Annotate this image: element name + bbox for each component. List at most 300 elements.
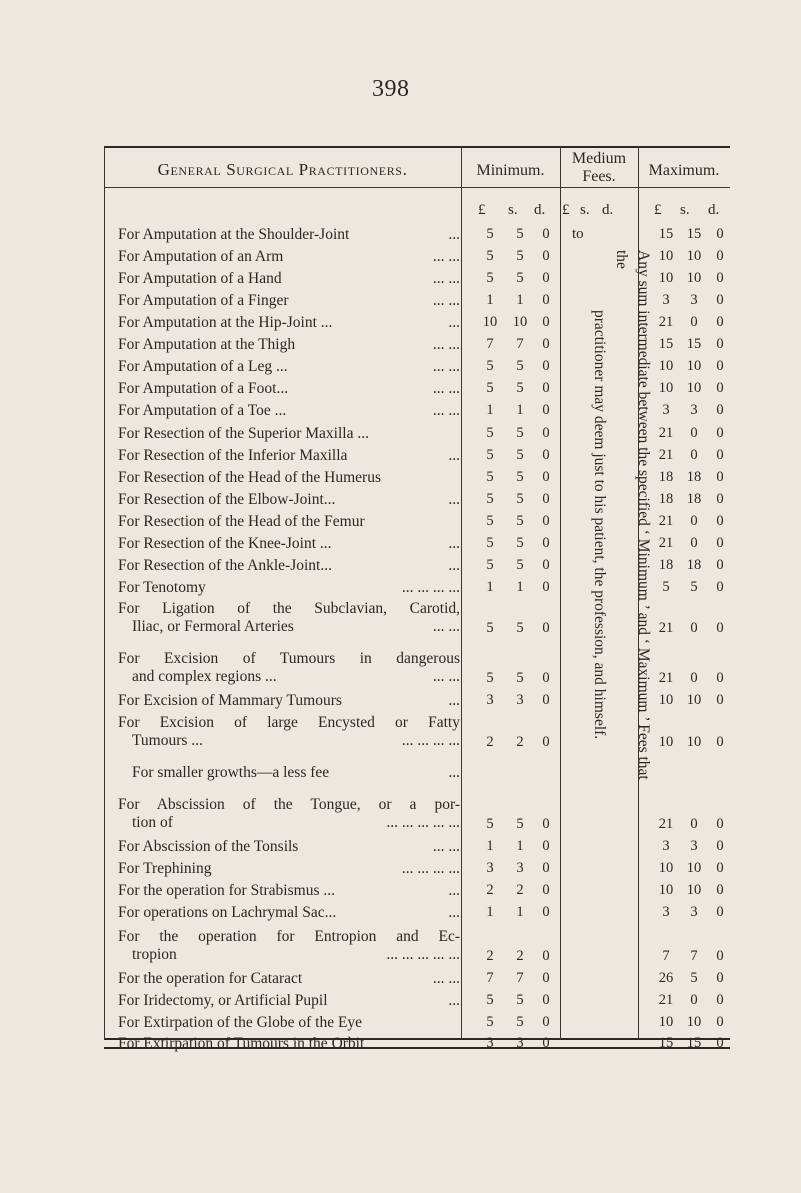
fee-row — [118, 270, 460, 288]
minimum-fee-pence: 0 — [542, 948, 550, 964]
maximum-fee-pence: 0 — [716, 447, 724, 463]
row-label-text: For Abscission of the Tonsils — [118, 838, 299, 855]
minimum-fee-shillings: 5 — [516, 1014, 524, 1030]
medium-fee-note-line1: Any sum intermediate between the specified ‘ Minimum ’ and ‘ Maximum ’ Fees that the — [613, 250, 652, 780]
minimum-fee-pounds: 1 — [486, 838, 494, 854]
fee-row — [118, 860, 460, 878]
maximum-fee-shillings: 10 — [686, 248, 702, 264]
maximum-fee-pounds: 5 — [662, 579, 670, 595]
maximum-fee-shillings: 0 — [690, 513, 698, 529]
minimum-fee-pounds: 5 — [486, 670, 494, 686]
minimum-fee-pence: 0 — [542, 491, 550, 507]
minimum-fee-pence: 0 — [542, 579, 550, 595]
minimum-fee-shillings: 5 — [516, 425, 524, 441]
maximum-fee-pounds: 3 — [662, 904, 670, 920]
unit-pence-medium: d. — [602, 202, 614, 218]
row-label-text: For Amputation at the Hip-Joint ... — [118, 314, 333, 331]
maximum-fee-pence: 0 — [716, 358, 724, 374]
minimum-fee-pounds: 5 — [486, 469, 494, 485]
maximum-fee-pounds: 3 — [662, 838, 670, 854]
unit-pound-medium: £ — [562, 202, 570, 218]
row-label-text: For Extirpation of the Globe of the Eye — [118, 1014, 363, 1031]
minimum-fee-shillings: 5 — [516, 226, 524, 242]
leader-dots: ... ... — [432, 336, 460, 353]
row-label-text: For Amputation at the Thigh — [118, 336, 296, 353]
row-label-text: For the operation for Cataract — [118, 970, 303, 987]
maximum-fee-shillings: 18 — [686, 491, 702, 507]
maximum-fee-pence: 0 — [716, 491, 724, 507]
fee-row — [118, 650, 460, 686]
row-label-text: For Amputation of a Hand — [118, 270, 282, 287]
minimum-fee-pence: 0 — [542, 692, 550, 708]
maximum-fee-shillings: 3 — [690, 838, 698, 854]
minimum-fee-pence: 0 — [542, 838, 550, 854]
minimum-fee-shillings: 5 — [516, 992, 524, 1008]
minimum-fee-pence: 0 — [542, 882, 550, 898]
fee-row — [118, 336, 460, 354]
minimum-fee-pounds: 2 — [486, 948, 494, 964]
maximum-fee-pence: 0 — [716, 948, 724, 964]
row-label-text: For Trephining — [118, 860, 212, 877]
maximum-fee-shillings: 15 — [686, 226, 702, 242]
maximum-fee-pence: 0 — [716, 469, 724, 485]
maximum-fee-pounds: 15 — [658, 1035, 674, 1051]
maximum-fee-pence: 0 — [716, 513, 724, 529]
maximum-fee-pence: 0 — [716, 292, 724, 308]
medium-fee-to: to — [572, 226, 584, 242]
maximum-fee-pounds: 21 — [658, 992, 674, 1008]
maximum-fee-pounds: 10 — [658, 1014, 674, 1030]
minimum-fee-pounds: 5 — [486, 491, 494, 507]
minimum-fee-shillings: 5 — [516, 513, 524, 529]
maximum-fee-pence: 0 — [716, 402, 724, 418]
maximum-fee-pence: 0 — [716, 1035, 724, 1051]
leader-dots: ... — [448, 226, 460, 243]
minimum-fee-pence: 0 — [542, 226, 550, 242]
maximum-fee-shillings: 15 — [686, 336, 702, 352]
minimum-fee-pence: 0 — [542, 314, 550, 330]
leader-dots: ... — [448, 992, 460, 1009]
leader-dots: ... — [448, 692, 460, 709]
maximum-fee-shillings: 15 — [686, 1035, 702, 1051]
leader-dots: ... ... — [432, 618, 460, 635]
leader-dots: ... — [448, 882, 460, 899]
leader-dots: ... — [448, 491, 460, 508]
row-label-line2: tropion — [132, 946, 177, 963]
minimum-fee-shillings: 1 — [516, 579, 524, 595]
fee-row — [118, 292, 460, 310]
minimum-fee-pence: 0 — [542, 970, 550, 986]
maximum-fee-pounds: 21 — [658, 425, 674, 441]
minimum-fee-shillings: 5 — [516, 358, 524, 374]
minimum-fee-pounds: 1 — [486, 579, 494, 595]
maximum-fee-shillings: 0 — [690, 314, 698, 330]
fee-row — [118, 380, 460, 398]
maximum-fee-pence: 0 — [716, 380, 724, 396]
leader-dots: ... — [448, 904, 460, 921]
maximum-fee-pounds: 10 — [658, 860, 674, 876]
fee-row — [118, 600, 460, 636]
minimum-fee-pounds: 7 — [486, 336, 494, 352]
maximum-fee-pounds: 7 — [662, 948, 670, 964]
maximum-fee-pence: 0 — [716, 270, 724, 286]
row-label-text: For Amputation of a Toe ... — [118, 402, 287, 419]
row-label-text: For Amputation of an Arm — [118, 248, 284, 265]
maximum-fee-pence: 0 — [716, 535, 724, 551]
row-label-line2: Iliac, or Fermoral Arteries — [132, 618, 294, 635]
maximum-fee-shillings: 10 — [686, 734, 702, 750]
minimum-fee-pounds: 2 — [486, 734, 494, 750]
fee-row — [118, 692, 460, 710]
minimum-fee-pounds: 5 — [486, 992, 494, 1008]
minimum-fee-shillings: 5 — [516, 469, 524, 485]
minimum-fee-pence: 0 — [542, 816, 550, 832]
maximum-fee-pence: 0 — [716, 557, 724, 573]
maximum-fee-shillings: 10 — [686, 1014, 702, 1030]
leader-dots: ... ... — [432, 402, 460, 419]
leader-dots: ... ... — [432, 970, 460, 987]
leader-dots: ... ... — [432, 668, 460, 685]
leader-dots: ... ... ... ... — [401, 732, 460, 749]
row-label-text: For Excision of Mammary Tumours — [118, 692, 342, 709]
minimum-fee-pence: 0 — [542, 734, 550, 750]
maximum-fee-pence: 0 — [716, 1014, 724, 1030]
column-divider-medium — [560, 146, 561, 1040]
minimum-fee-pounds: 3 — [486, 860, 494, 876]
minimum-fee-pounds: 10 — [482, 314, 498, 330]
minimum-fee-pounds: 5 — [486, 816, 494, 832]
row-label-text: For Amputation at the Shoulder-Joint — [118, 226, 350, 243]
row-label-text: For Amputation of a Finger — [118, 292, 289, 309]
minimum-fee-pounds: 5 — [486, 1014, 494, 1030]
row-label-line2: Tumours ... — [132, 732, 203, 749]
minimum-fee-pence: 0 — [542, 904, 550, 920]
maximum-fee-shillings: 0 — [690, 425, 698, 441]
minimum-fee-pence: 0 — [542, 358, 550, 374]
leader-dots: ... ... — [432, 270, 460, 287]
fee-row — [118, 714, 460, 750]
maximum-fee-shillings: 10 — [686, 270, 702, 286]
leader-dots: ... ... — [432, 248, 460, 265]
leader-dots: ... — [448, 764, 460, 781]
row-label-text: For Tenotomy — [118, 579, 206, 596]
minimum-fee-pounds: 5 — [486, 620, 494, 636]
fee-row — [118, 992, 460, 1010]
minimum-fee-shillings: 5 — [516, 620, 524, 636]
fee-row — [118, 579, 460, 597]
unit-pence-maximum: d. — [708, 202, 720, 218]
fee-row — [118, 425, 460, 443]
minimum-fee-shillings: 5 — [516, 380, 524, 396]
fee-row — [118, 447, 460, 465]
maximum-fee-shillings: 0 — [690, 620, 698, 636]
row-label-text: For Resection of the Head of the Femur — [118, 513, 365, 530]
minimum-fee-pounds: 5 — [486, 425, 494, 441]
maximum-fee-pence: 0 — [716, 579, 724, 595]
minimum-fee-pence: 0 — [542, 992, 550, 1008]
maximum-fee-pence: 0 — [716, 692, 724, 708]
leader-dots: ... — [448, 535, 460, 552]
minimum-fee-shillings: 2 — [516, 948, 524, 964]
minimum-fee-shillings: 5 — [516, 447, 524, 463]
maximum-fee-pence: 0 — [716, 970, 724, 986]
unit-shilling-maximum: s. — [680, 202, 690, 218]
minimum-fee-pence: 0 — [542, 270, 550, 286]
fee-row — [118, 796, 460, 832]
fee-row — [118, 928, 460, 964]
maximum-fee-pounds: 10 — [658, 692, 674, 708]
row-label-line2: and complex regions ... — [132, 668, 277, 685]
fee-row — [118, 557, 460, 575]
maximum-fee-pence: 0 — [716, 425, 724, 441]
minimum-fee-pounds: 5 — [486, 248, 494, 264]
maximum-fee-pounds: 21 — [658, 620, 674, 636]
maximum-fee-pence: 0 — [716, 670, 724, 686]
row-label-text: For Amputation of a Foot... — [118, 380, 289, 397]
maximum-fee-shillings: 10 — [686, 380, 702, 396]
fee-row — [118, 535, 460, 553]
minimum-fee-pence: 0 — [542, 1014, 550, 1030]
minimum-fee-pence: 0 — [542, 860, 550, 876]
maximum-fee-pounds: 10 — [658, 358, 674, 374]
minimum-fee-pounds: 1 — [486, 904, 494, 920]
minimum-fee-shillings: 7 — [516, 970, 524, 986]
row-label-text: For Resection of the Head of the Humerus — [118, 469, 382, 486]
fee-row — [118, 970, 460, 988]
row-label-line2: tion of — [132, 814, 173, 831]
minimum-fee-pounds: 5 — [486, 513, 494, 529]
minimum-fee-pounds: 5 — [486, 557, 494, 573]
minimum-fee-shillings: 1 — [516, 292, 524, 308]
fee-row — [118, 469, 460, 487]
row-label-line1: For Ligation of the Subclavian, Carotid, — [118, 600, 460, 617]
minimum-fee-pence: 0 — [542, 248, 550, 264]
row-label-text: For Resection of the Inferior Maxilla — [118, 447, 348, 464]
maximum-fee-shillings: 0 — [690, 816, 698, 832]
leader-dots: ... ... ... ... ... — [386, 946, 460, 963]
maximum-fee-pence: 0 — [716, 336, 724, 352]
minimum-fee-pounds: 5 — [486, 226, 494, 242]
minimum-fee-shillings: 2 — [516, 734, 524, 750]
maximum-fee-shillings: 5 — [690, 970, 698, 986]
minimum-fee-shillings: 3 — [516, 692, 524, 708]
maximum-fee-pounds: 10 — [658, 882, 674, 898]
row-label-text: For Resection of the Knee-Joint ... — [118, 535, 332, 552]
leader-dots: ... — [448, 557, 460, 574]
medium-fee-note — [588, 250, 654, 790]
unit-pence-minimum: d. — [534, 202, 546, 218]
minimum-fee-pounds: 3 — [486, 1035, 494, 1051]
minimum-fee-pence: 0 — [542, 447, 550, 463]
leader-dots: ... ... ... ... — [401, 860, 460, 877]
fee-row — [118, 491, 460, 509]
maximum-fee-pence: 0 — [716, 226, 724, 242]
maximum-fee-pounds: 10 — [658, 734, 674, 750]
maximum-fee-pounds: 10 — [658, 380, 674, 396]
maximum-fee-pence: 0 — [716, 904, 724, 920]
maximum-fee-shillings: 0 — [690, 670, 698, 686]
minimum-fee-pence: 0 — [542, 670, 550, 686]
unit-shilling-medium: s. — [580, 202, 590, 218]
leader-dots: ... ... ... ... — [401, 579, 460, 596]
minimum-fee-pounds: 5 — [486, 358, 494, 374]
unit-shilling-minimum: s. — [508, 202, 518, 218]
header-rule — [104, 187, 730, 188]
row-label-text: For smaller growths—a less fee — [132, 764, 330, 781]
maximum-fee-shillings: 0 — [690, 535, 698, 551]
minimum-fee-pounds: 1 — [486, 402, 494, 418]
smaller-growths-note — [118, 764, 460, 782]
row-label-text: For Extirpation of Tumours in the Orbit — [118, 1035, 365, 1052]
minimum-fee-pence: 0 — [542, 1035, 550, 1051]
minimum-fee-shillings: 5 — [516, 557, 524, 573]
maximum-fee-pence: 0 — [716, 314, 724, 330]
unit-pound-minimum: £ — [478, 202, 486, 218]
row-label-text: For operations on Lachrymal Sac... — [118, 904, 337, 921]
fee-row — [118, 882, 460, 900]
maximum-fee-pounds: 21 — [658, 513, 674, 529]
maximum-fee-pounds: 21 — [658, 535, 674, 551]
minimum-fee-shillings: 5 — [516, 535, 524, 551]
fee-row — [118, 314, 460, 332]
leader-dots: ... ... — [432, 838, 460, 855]
minimum-fee-shillings: 5 — [516, 670, 524, 686]
minimum-fee-pounds: 7 — [486, 970, 494, 986]
maximum-fee-pounds: 10 — [658, 248, 674, 264]
column-header-medium-line1: Medium — [571, 150, 627, 167]
minimum-fee-shillings: 1 — [516, 904, 524, 920]
maximum-fee-shillings: 3 — [690, 292, 698, 308]
maximum-fee-shillings: 0 — [690, 447, 698, 463]
maximum-fee-pence: 0 — [716, 992, 724, 1008]
column-header-medium-line2: Fees. — [582, 168, 616, 185]
row-label-text: For Amputation of a Leg ... — [118, 358, 288, 375]
row-label-text: For Resection of the Elbow-Joint... — [118, 491, 336, 508]
minimum-fee-pounds: 5 — [486, 270, 494, 286]
minimum-fee-pence: 0 — [542, 535, 550, 551]
minimum-fee-pence: 0 — [542, 513, 550, 529]
minimum-fee-shillings: 1 — [516, 838, 524, 854]
maximum-fee-shillings: 10 — [686, 692, 702, 708]
row-label-line1: For Excision of large Encysted or Fatty — [118, 714, 460, 731]
maximum-fee-shillings: 5 — [690, 579, 698, 595]
column-header-medium — [560, 150, 638, 186]
minimum-fee-shillings: 3 — [516, 860, 524, 876]
maximum-fee-pounds: 3 — [662, 292, 670, 308]
minimum-fee-shillings: 5 — [516, 248, 524, 264]
minimum-fee-pence: 0 — [542, 425, 550, 441]
minimum-fee-pence: 0 — [542, 402, 550, 418]
maximum-fee-shillings: 10 — [686, 860, 702, 876]
maximum-fee-pounds: 3 — [662, 402, 670, 418]
column-divider-minimum — [461, 146, 462, 1040]
minimum-fee-pounds: 3 — [486, 692, 494, 708]
leader-dots: ... ... — [432, 292, 460, 309]
leader-dots: ... — [448, 314, 460, 331]
minimum-fee-shillings: 3 — [516, 1035, 524, 1051]
row-label-line1: For Abscission of the Tongue, or a por- — [118, 796, 460, 813]
row-label-text: For the operation for Strabismus ... — [118, 882, 335, 899]
maximum-fee-pence: 0 — [716, 882, 724, 898]
fee-row — [118, 1014, 460, 1032]
minimum-fee-shillings: 5 — [516, 270, 524, 286]
minimum-fee-pence: 0 — [542, 620, 550, 636]
maximum-fee-shillings: 3 — [690, 402, 698, 418]
minimum-fee-pounds: 5 — [486, 380, 494, 396]
maximum-fee-shillings: 10 — [686, 358, 702, 374]
maximum-fee-shillings: 18 — [686, 469, 702, 485]
maximum-fee-pence: 0 — [716, 860, 724, 876]
fee-row — [118, 513, 460, 531]
fee-row — [118, 358, 460, 376]
minimum-fee-shillings: 2 — [516, 882, 524, 898]
maximum-fee-shillings: 10 — [686, 882, 702, 898]
maximum-fee-shillings: 3 — [690, 904, 698, 920]
minimum-fee-pounds: 5 — [486, 447, 494, 463]
maximum-fee-pounds: 21 — [658, 670, 674, 686]
maximum-fee-pounds: 10 — [658, 270, 674, 286]
leader-dots: ... ... — [432, 380, 460, 397]
minimum-fee-pounds: 2 — [486, 882, 494, 898]
row-label-text: For Iridectomy, or Artificial Pupil — [118, 992, 328, 1009]
minimum-fee-shillings: 5 — [516, 491, 524, 507]
maximum-fee-pence: 0 — [716, 248, 724, 264]
column-header-maximum: Maximum. — [648, 162, 720, 179]
minimum-fee-shillings: 5 — [516, 816, 524, 832]
maximum-fee-pounds: 21 — [658, 447, 674, 463]
minimum-fee-shillings: 7 — [516, 336, 524, 352]
page-number: 398 — [372, 76, 410, 102]
fee-row — [118, 904, 460, 922]
minimum-fee-pence: 0 — [542, 336, 550, 352]
minimum-fee-pounds: 5 — [486, 535, 494, 551]
maximum-fee-pounds: 18 — [658, 557, 674, 573]
minimum-fee-shillings: 1 — [516, 402, 524, 418]
fee-row — [118, 226, 460, 244]
fee-row — [118, 838, 460, 856]
row-label-line1: For Excision of Tumours in dangerous — [118, 650, 460, 667]
fee-row — [118, 248, 460, 266]
minimum-fee-shillings: 10 — [512, 314, 528, 330]
maximum-fee-pounds: 18 — [658, 491, 674, 507]
leader-dots: ... ... — [432, 358, 460, 375]
column-header-minimum: Minimum. — [476, 162, 545, 179]
unit-pound-maximum: £ — [654, 202, 662, 218]
row-label-text: For Resection of the Ankle-Joint... — [118, 557, 332, 574]
leader-dots: ... — [448, 447, 460, 464]
maximum-fee-pounds: 15 — [658, 336, 674, 352]
maximum-fee-pence: 0 — [716, 838, 724, 854]
fee-row — [118, 1035, 460, 1053]
row-label-text: For Resection of the Superior Maxilla ... — [118, 425, 369, 442]
maximum-fee-pounds: 26 — [658, 970, 674, 986]
minimum-fee-pence: 0 — [542, 380, 550, 396]
maximum-fee-pounds: 21 — [658, 816, 674, 832]
fee-row — [118, 402, 460, 420]
maximum-fee-pounds: 18 — [658, 469, 674, 485]
maximum-fee-pence: 0 — [716, 816, 724, 832]
minimum-fee-pounds: 1 — [486, 292, 494, 308]
minimum-fee-pence: 0 — [542, 292, 550, 308]
maximum-fee-pounds: 15 — [658, 226, 674, 242]
maximum-fee-shillings: 7 — [690, 948, 698, 964]
maximum-fee-shillings: 0 — [690, 992, 698, 1008]
maximum-fee-pounds: 21 — [658, 314, 674, 330]
minimum-fee-pence: 0 — [542, 469, 550, 485]
maximum-fee-pence: 0 — [716, 734, 724, 750]
medium-fee-note-line2: practitioner may deem just to his patient, the profession, and himself. — [591, 310, 608, 740]
row-label-line1: For the operation for Entropion and Ec- — [118, 928, 460, 945]
